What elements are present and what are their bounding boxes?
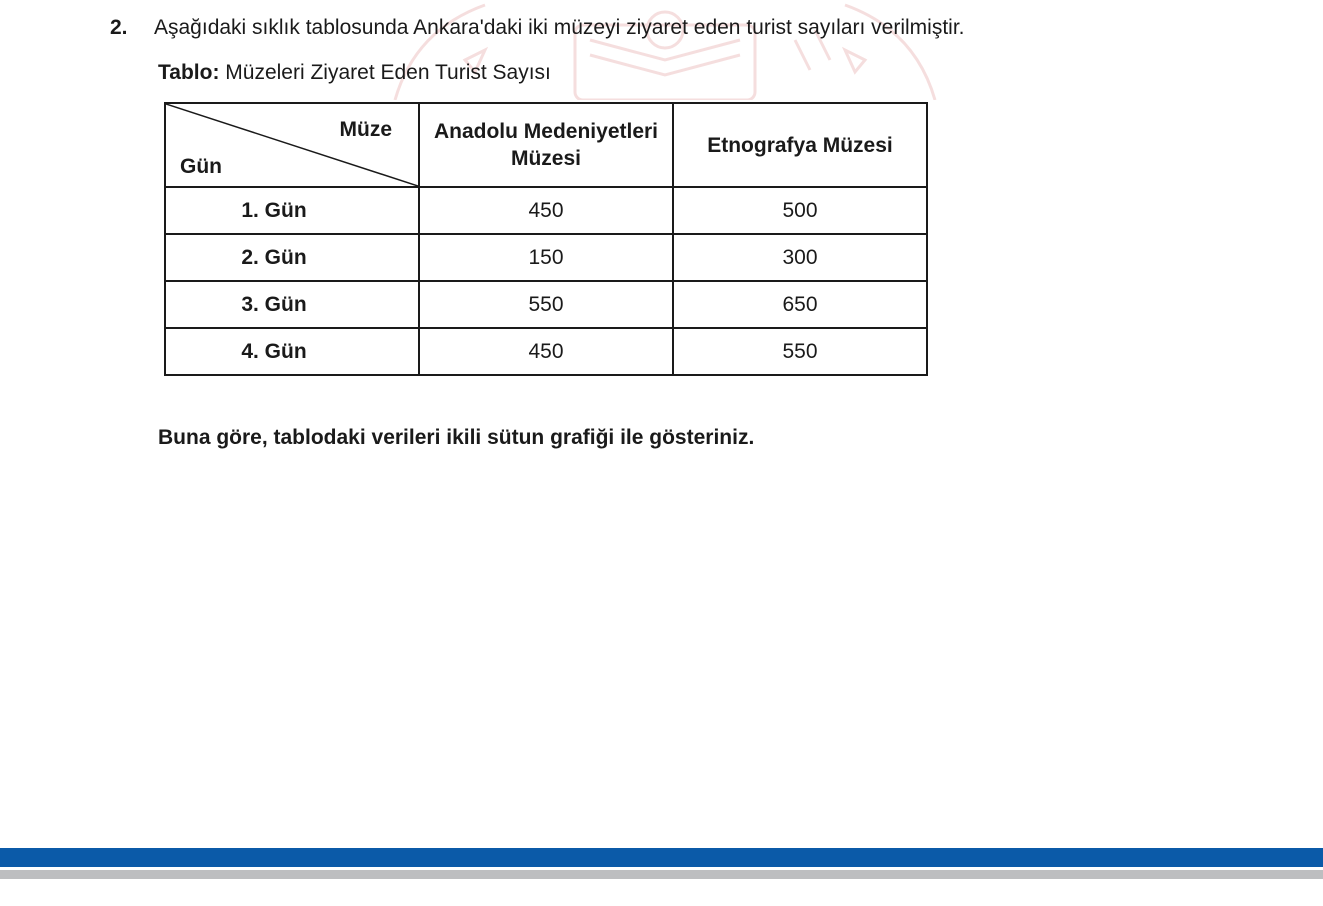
corner-top-label: Müze [339, 118, 392, 141]
table-row [165, 234, 927, 281]
corner-bottom-label: Gün [180, 155, 222, 178]
value-cell: 300 [673, 234, 927, 281]
frequency-table [164, 102, 928, 376]
value-cell: 550 [419, 281, 673, 328]
caption-label: Tablo: [158, 61, 220, 84]
table-row [165, 328, 927, 375]
table-header-row [165, 103, 927, 187]
table-caption [158, 61, 551, 85]
value-cell: 500 [673, 187, 927, 234]
footer-gray-bar [0, 870, 1323, 879]
question-number: 2. [110, 16, 128, 39]
question-text: Aşağıdaki sıklık tablosunda Ankara'daki iki müzeyi ziyaret eden turist sayıları verilmiştir. [154, 16, 965, 39]
day-cell: 2. Gün [165, 234, 419, 281]
value-cell: 550 [673, 328, 927, 375]
table-row [165, 281, 927, 328]
corner-header-cell [165, 103, 419, 187]
value-cell: 650 [673, 281, 927, 328]
value-cell: 450 [419, 328, 673, 375]
caption-title: Müzeleri Ziyaret Eden Turist Sayısı [225, 61, 551, 84]
footer-blue-bar [0, 848, 1323, 867]
value-cell: 150 [419, 234, 673, 281]
day-cell: 1. Gün [165, 187, 419, 234]
table-row [165, 187, 927, 234]
instruction-text: Buna göre, tablodaki verileri ikili sütun grafiği ile gösteriniz. [158, 426, 755, 449]
column-header-anadolu: Anadolu Medeniyetleri Müzesi [419, 103, 673, 187]
column-header-etnografya: Etnografya Müzesi [673, 103, 927, 187]
day-cell: 3. Gün [165, 281, 419, 328]
day-cell: 4. Gün [165, 328, 419, 375]
value-cell: 450 [419, 187, 673, 234]
seal-watermark [375, 0, 955, 100]
